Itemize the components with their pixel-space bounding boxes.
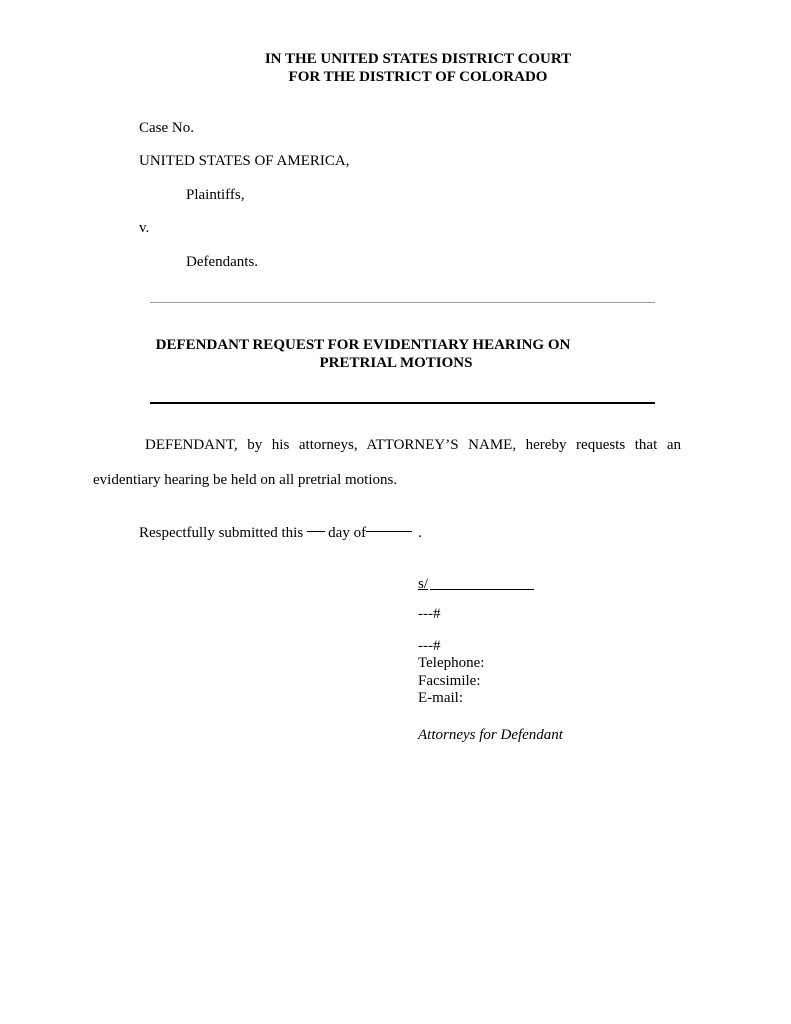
signature-number-2: ---# bbox=[418, 638, 441, 654]
signature-line bbox=[418, 576, 534, 593]
body-paragraph-line1: DEFENDANT, by his attorneys, ATTORNEY’S NAME, hereby requests that an bbox=[145, 437, 681, 453]
signature-mark: s/ bbox=[418, 576, 429, 592]
body-paragraph-line2: evidentiary hearing be held on all pretrial motions. bbox=[93, 472, 398, 488]
attorneys-for-label: Attorneys for Defendant bbox=[418, 727, 563, 743]
court-district: FOR THE DISTRICT OF COLORADO bbox=[288, 69, 548, 85]
document-title-line1: DEFENDANT REQUEST FOR EVIDENTIARY HEARING ON bbox=[155, 337, 571, 353]
signature-number-1: ---# bbox=[418, 606, 441, 622]
versus-label: v. bbox=[139, 220, 150, 236]
defendant-role: Defendants. bbox=[186, 254, 259, 270]
signature-blank bbox=[430, 589, 534, 590]
submitted-middle: day of bbox=[328, 525, 367, 541]
submitted-prefix: Respectfully submitted this bbox=[139, 525, 304, 541]
case-number-label: Case No. bbox=[139, 120, 194, 136]
telephone-label: Telephone: bbox=[418, 655, 485, 671]
document-title-line2: PRETRIAL MOTIONS bbox=[319, 355, 473, 371]
submitted-line bbox=[139, 525, 422, 542]
facsimile-label: Facsimile: bbox=[418, 673, 481, 689]
day-blank bbox=[307, 531, 325, 532]
month-blank bbox=[366, 531, 412, 532]
plaintiff-role: Plaintiffs, bbox=[186, 187, 245, 203]
court-name: IN THE UNITED STATES DISTRICT COURT bbox=[264, 51, 572, 67]
title-top-rule bbox=[150, 302, 655, 303]
submitted-suffix: . bbox=[418, 525, 422, 541]
email-label: E-mail: bbox=[418, 690, 463, 706]
plaintiff-party: UNITED STATES OF AMERICA, bbox=[139, 153, 350, 169]
title-bottom-rule bbox=[150, 402, 655, 404]
